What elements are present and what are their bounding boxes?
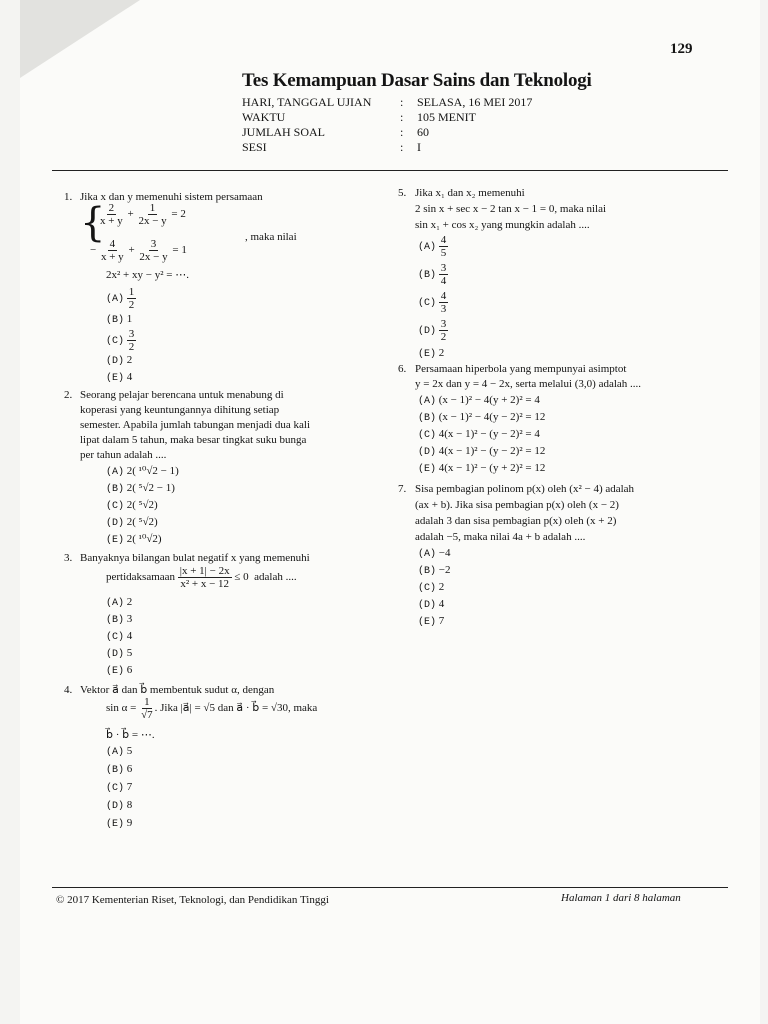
option-c[interactable]: (C) 4(x − 1)² − (y − 2)² = 4 xyxy=(418,428,540,441)
option-c[interactable]: (C) $\frac{4}{3}$ xyxy=(418,290,447,315)
option-d[interactable]: (D) 4 xyxy=(418,598,445,611)
info-colon: : xyxy=(400,140,404,154)
option-b[interactable]: (B) (x − 1)² − 4(y − 2)² = 12 xyxy=(418,411,546,424)
info-key: HARI, TANGGAL UJIAN xyxy=(242,95,372,109)
footer-rule xyxy=(52,887,728,888)
option-d[interactable]: (D) 5 xyxy=(106,647,133,660)
question-text: 2 sin x + sec x − 2 tan x − 1 = 0, maka nilai xyxy=(415,203,607,215)
option-b[interactable]: (B) 2( ⁵√2 − 1) xyxy=(106,482,175,495)
option-a[interactable]: (A) 5 xyxy=(106,745,133,758)
info-colon: : xyxy=(400,95,404,109)
option-b[interactable]: (B) −2 xyxy=(418,564,451,577)
option-c[interactable]: (C) 2( ⁵√2) xyxy=(106,499,158,512)
question-number: 7. xyxy=(398,483,407,495)
option-e[interactable]: (E) 6 xyxy=(106,664,133,677)
exam-page xyxy=(20,0,760,1024)
option-e[interactable]: (E) 4(x − 1)² − (y + 2)² = 12 xyxy=(418,462,546,475)
option-d[interactable]: (D) 4(x − 1)² − (y − 2)² = 12 xyxy=(418,445,546,458)
info-key: WAKTU xyxy=(242,110,286,124)
option-d[interactable]: (D) 2 xyxy=(106,354,133,367)
inequality: pertidaksamaan $\frac{|x + 1| - 2x}{\text{x² + x − 12}}$ ≤ 0 adalah .... xyxy=(106,565,297,590)
footer-page-indicator: Halaman 1 dari 8 halaman xyxy=(561,892,681,904)
page-number: 129 xyxy=(670,41,693,57)
option-e[interactable]: (E) 9 xyxy=(106,817,133,830)
option-a[interactable]: (A) −4 xyxy=(418,547,451,560)
info-value: I xyxy=(417,140,421,154)
footer-copyright: © 2017 Kementerian Riset, Teknologi, dan Pendidikan Tinggi xyxy=(56,894,329,906)
question-text: sin x₁ + cos x₂ yang mungkin adalah .... xyxy=(415,219,590,231)
option-c[interactable]: (C) $\frac{3}{2}$ xyxy=(106,328,135,353)
question-number: 6. xyxy=(398,363,407,375)
option-a[interactable]: (A) (x − 1)² − 4(y + 2)² = 4 xyxy=(418,394,540,407)
question-text: (ax + b). Jika sisa pembagian p(x) oleh (x − 2) xyxy=(415,499,619,511)
question-text: y = 2x dan y = 4 − 2x, serta melalui (3,0) adalah .... xyxy=(415,378,642,390)
equation-2: − $\frac{4}{x + y}$ + $\frac{3}{2x - y}$ = 1 xyxy=(90,238,187,263)
question-number: 5. xyxy=(398,187,407,199)
option-d[interactable]: (D) 8 xyxy=(106,799,133,812)
option-a[interactable]: (A) $\frac{4}{5}$ xyxy=(418,234,447,259)
question-text: Sisa pembagian polinom p(x) oleh (x² − 4) adalah xyxy=(415,483,635,495)
system-brace: { xyxy=(80,200,106,246)
question-text: Jika x₁ dan x₂ memenuhi xyxy=(415,187,525,199)
option-d[interactable]: (D) $\frac{3}{2}$ xyxy=(418,318,447,343)
option-c[interactable]: (C) 7 xyxy=(106,781,133,794)
info-value: SELASA, 16 MEI 2017 xyxy=(417,95,533,109)
option-d[interactable]: (D) 2( ⁵√2) xyxy=(106,516,158,529)
info-key: JUMLAH SOAL xyxy=(242,125,326,139)
question-text: Banyaknya bilangan bulat negatif x yang memenuhi xyxy=(80,552,310,564)
question-text: lipat dalam 5 tahun, maka besar tingkat suku bunga xyxy=(80,434,307,446)
question-number: 3. xyxy=(64,552,73,564)
question-text: , maka nilai xyxy=(245,231,297,243)
question-text: Vektor a⃗ dan b⃗ membentuk sudut α, dengan xyxy=(80,684,275,696)
question-number: 4. xyxy=(64,684,73,696)
question-text: Persamaan hiperbola yang mempunyai asimptot xyxy=(415,363,627,375)
folded-corner xyxy=(20,0,140,78)
option-e[interactable]: (E) 2 xyxy=(418,347,445,360)
question-expression: 2x² + xy − y² = ⋯. xyxy=(106,269,189,281)
sine-condition: sin α = $\frac{1}{√7}$ . Jika |a⃗| = √5 dan a⃗ · b⃗ = √30, maka xyxy=(106,696,318,721)
info-colon: : xyxy=(400,110,404,124)
question-text: Seorang pelajar berencana untuk menabung di xyxy=(80,389,284,401)
option-b[interactable]: (B) 6 xyxy=(106,763,133,776)
question-text: semester. Apabila jumlah tabungan menjadi dua kali xyxy=(80,419,311,431)
option-e[interactable]: (E) 7 xyxy=(418,615,445,628)
option-b[interactable]: (B) $\frac{3}{4}$ xyxy=(418,262,447,287)
question-number: 1. xyxy=(64,191,73,203)
option-c[interactable]: (C) 2 xyxy=(418,581,445,594)
option-b[interactable]: (B) 1 xyxy=(106,313,133,326)
option-a[interactable]: (A) 2( ¹⁰√2 − 1) xyxy=(106,465,179,478)
question-text: adalah −5, maka nilai 4a + b adalah .... xyxy=(415,531,586,543)
info-colon: : xyxy=(400,125,404,139)
info-value: 60 xyxy=(417,125,429,139)
option-c[interactable]: (C) 4 xyxy=(106,630,133,643)
question-text: koperasi yang keuntungannya dihitung setiap xyxy=(80,404,280,416)
info-key: SESI xyxy=(242,140,267,154)
option-a[interactable]: (A) $\frac{1}{2}$ xyxy=(106,286,135,311)
question-expression: b⃗ · b⃗ = ⋯. xyxy=(106,729,155,741)
option-e[interactable]: (E) 4 xyxy=(106,371,133,384)
question-text: Jika x dan y memenuhi sistem persamaan xyxy=(80,191,263,203)
equation-1: $\frac{2}{x + y}$ + $\frac{1}{2x - y}$ = 2 xyxy=(100,202,186,227)
option-e[interactable]: (E) 2( ¹⁰√2) xyxy=(106,533,162,546)
header-rule xyxy=(52,170,728,171)
question-text: per tahun adalah .... xyxy=(80,449,167,461)
page-title: Tes Kemampuan Dasar Sains dan Teknologi xyxy=(242,70,592,91)
question-text: adalah 3 dan sisa pembagian p(x) oleh (x + 2) xyxy=(415,515,617,527)
option-b[interactable]: (B) 3 xyxy=(106,613,133,626)
question-number: 2. xyxy=(64,389,73,401)
option-a[interactable]: (A) 2 xyxy=(106,596,133,609)
info-value: 105 MENIT xyxy=(417,110,476,124)
